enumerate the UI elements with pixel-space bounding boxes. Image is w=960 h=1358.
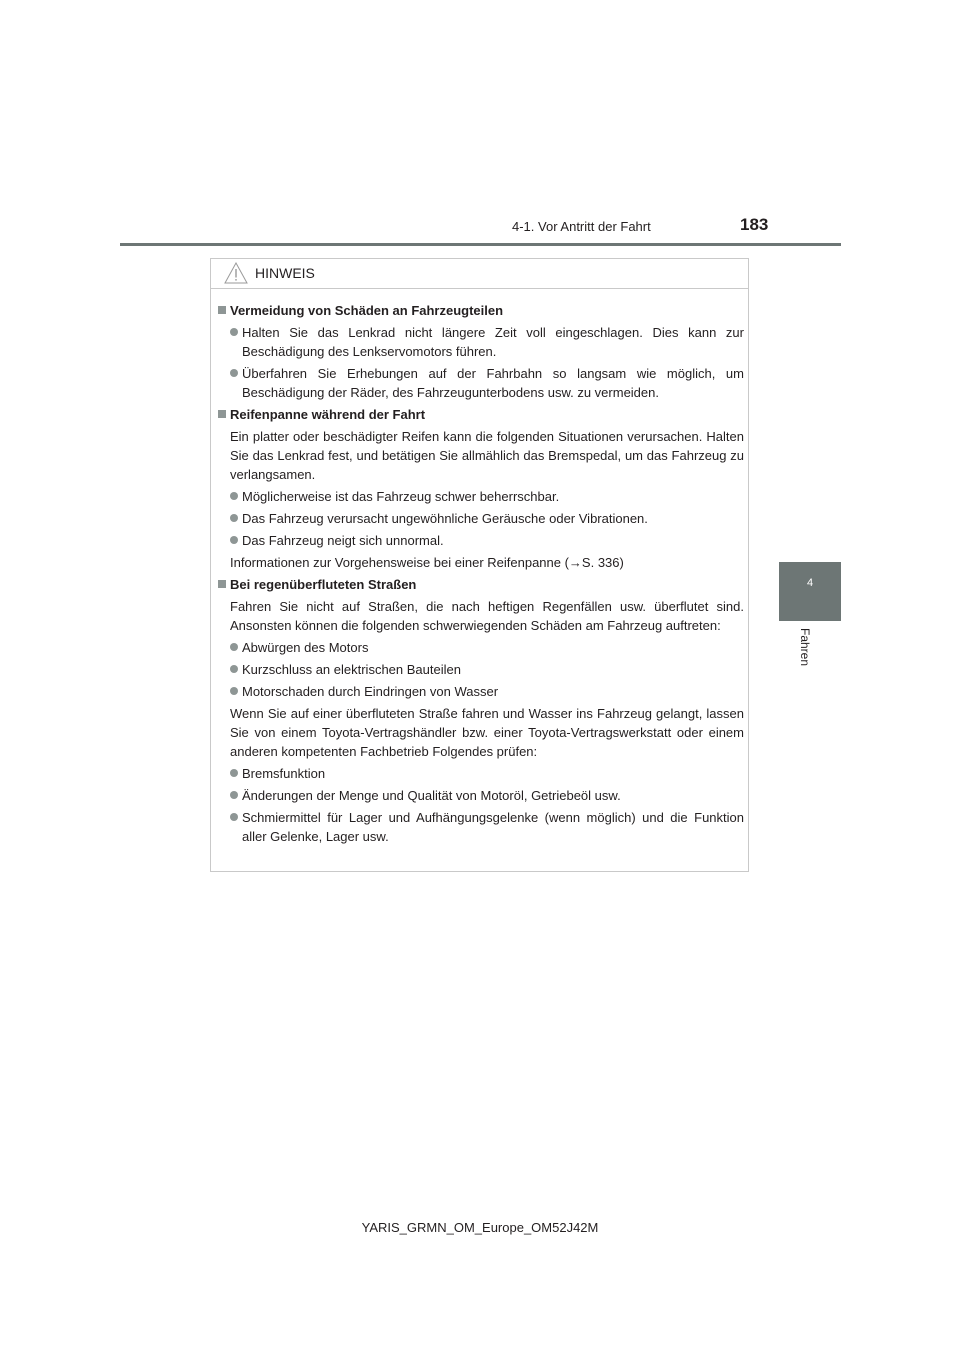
- circle-bullet-icon: [230, 665, 238, 673]
- warning-triangle-icon: [224, 262, 248, 289]
- square-bullet-icon: [218, 410, 226, 418]
- circle-bullet-icon: [230, 643, 238, 651]
- notice-header: [211, 259, 748, 289]
- list-item: Das Fahrzeug verursacht ungewöhnliche Geräusche oder Vibrationen.: [218, 509, 744, 528]
- circle-bullet-icon: [230, 813, 238, 821]
- list-item: Motorschaden durch Eindringen von Wasser: [218, 682, 744, 701]
- notice-body: [218, 301, 744, 849]
- paragraph: Informationen zur Vorgehensweise bei einer Reifenpanne (→S. 336): [230, 555, 624, 570]
- notice-title: HINWEIS: [255, 265, 315, 281]
- paragraph: Fahren Sie nicht auf Straßen, die nach heftigen Regenfällen usw. überflutet sind. Ansonsten können die folgenden schwerwiegenden Schäden am Fahrzeug auftreten:: [230, 599, 744, 633]
- list-item: Schmiermittel für Lager und Aufhängungsgelenke (wenn möglich) und die Funktion aller Gelenke, Lager usw.: [218, 808, 744, 846]
- square-bullet-icon: [218, 306, 226, 314]
- list-item: Kurzschluss an elektrischen Bauteilen: [218, 660, 744, 679]
- list-item: Änderungen der Menge und Qualität von Motoröl, Getriebeöl usw.: [218, 786, 744, 805]
- circle-bullet-icon: [230, 514, 238, 522]
- list-item: Das Fahrzeug neigt sich unnormal.: [218, 531, 744, 550]
- section-title: 4-1. Vor Antritt der Fahrt: [512, 219, 651, 234]
- section-heading: Bei regenüberfluteten Straßen: [218, 575, 744, 594]
- circle-bullet-icon: [230, 369, 238, 377]
- square-bullet-icon: [218, 580, 226, 588]
- document-id: YARIS_GRMN_OM_Europe_OM52J42M: [361, 1220, 599, 1235]
- list-item: Möglicherweise ist das Fahrzeug schwer beherrschbar.: [218, 487, 744, 506]
- circle-bullet-icon: [230, 687, 238, 695]
- list-item: Abwürgen des Motors: [218, 638, 744, 657]
- notice-box: [210, 258, 749, 872]
- section-heading: Vermeidung von Schäden an Fahrzeugteilen: [218, 301, 744, 320]
- circle-bullet-icon: [230, 769, 238, 777]
- chapter-tab: [779, 562, 841, 621]
- list-item: Halten Sie das Lenkrad nicht längere Zeit voll eingeschlagen. Dies kann zur Beschädigung des Lenkservomotors führen.: [218, 323, 744, 361]
- chapter-label: Fahren: [798, 628, 812, 667]
- circle-bullet-icon: [230, 791, 238, 799]
- paragraph: Wenn Sie auf einer überfluteten Straße fahren und Wasser ins Fahrzeug gelangt, lassen Sie von einem Toyota-Vertragshändler bzw. einer Toyota-Vertragswerkstatt oder einem anderen kompetenten Fachbetrieb Folgendes prüfen:: [230, 706, 744, 759]
- chapter-number: 4: [806, 577, 814, 589]
- list-item: Bremsfunktion: [218, 764, 744, 783]
- list-item: Überfahren Sie Erhebungen auf der Fahrbahn so langsam wie möglich, um Beschädigung der Räder, des Fahrzeugunterbodens usw. zu vermeiden.: [218, 364, 744, 402]
- section-heading: Reifenpanne während der Fahrt: [218, 405, 744, 424]
- header-rule: [120, 243, 841, 246]
- circle-bullet-icon: [230, 492, 238, 500]
- page-number: 183: [740, 215, 769, 234]
- circle-bullet-icon: [230, 328, 238, 336]
- paragraph: Ein platter oder beschädigter Reifen kann die folgenden Situationen verursachen. Halten Sie das Lenkrad fest, und betätigen Sie allmählich das Bremspedal, um das Fahrzeug zu verlangsamen.: [230, 429, 744, 482]
- circle-bullet-icon: [230, 536, 238, 544]
